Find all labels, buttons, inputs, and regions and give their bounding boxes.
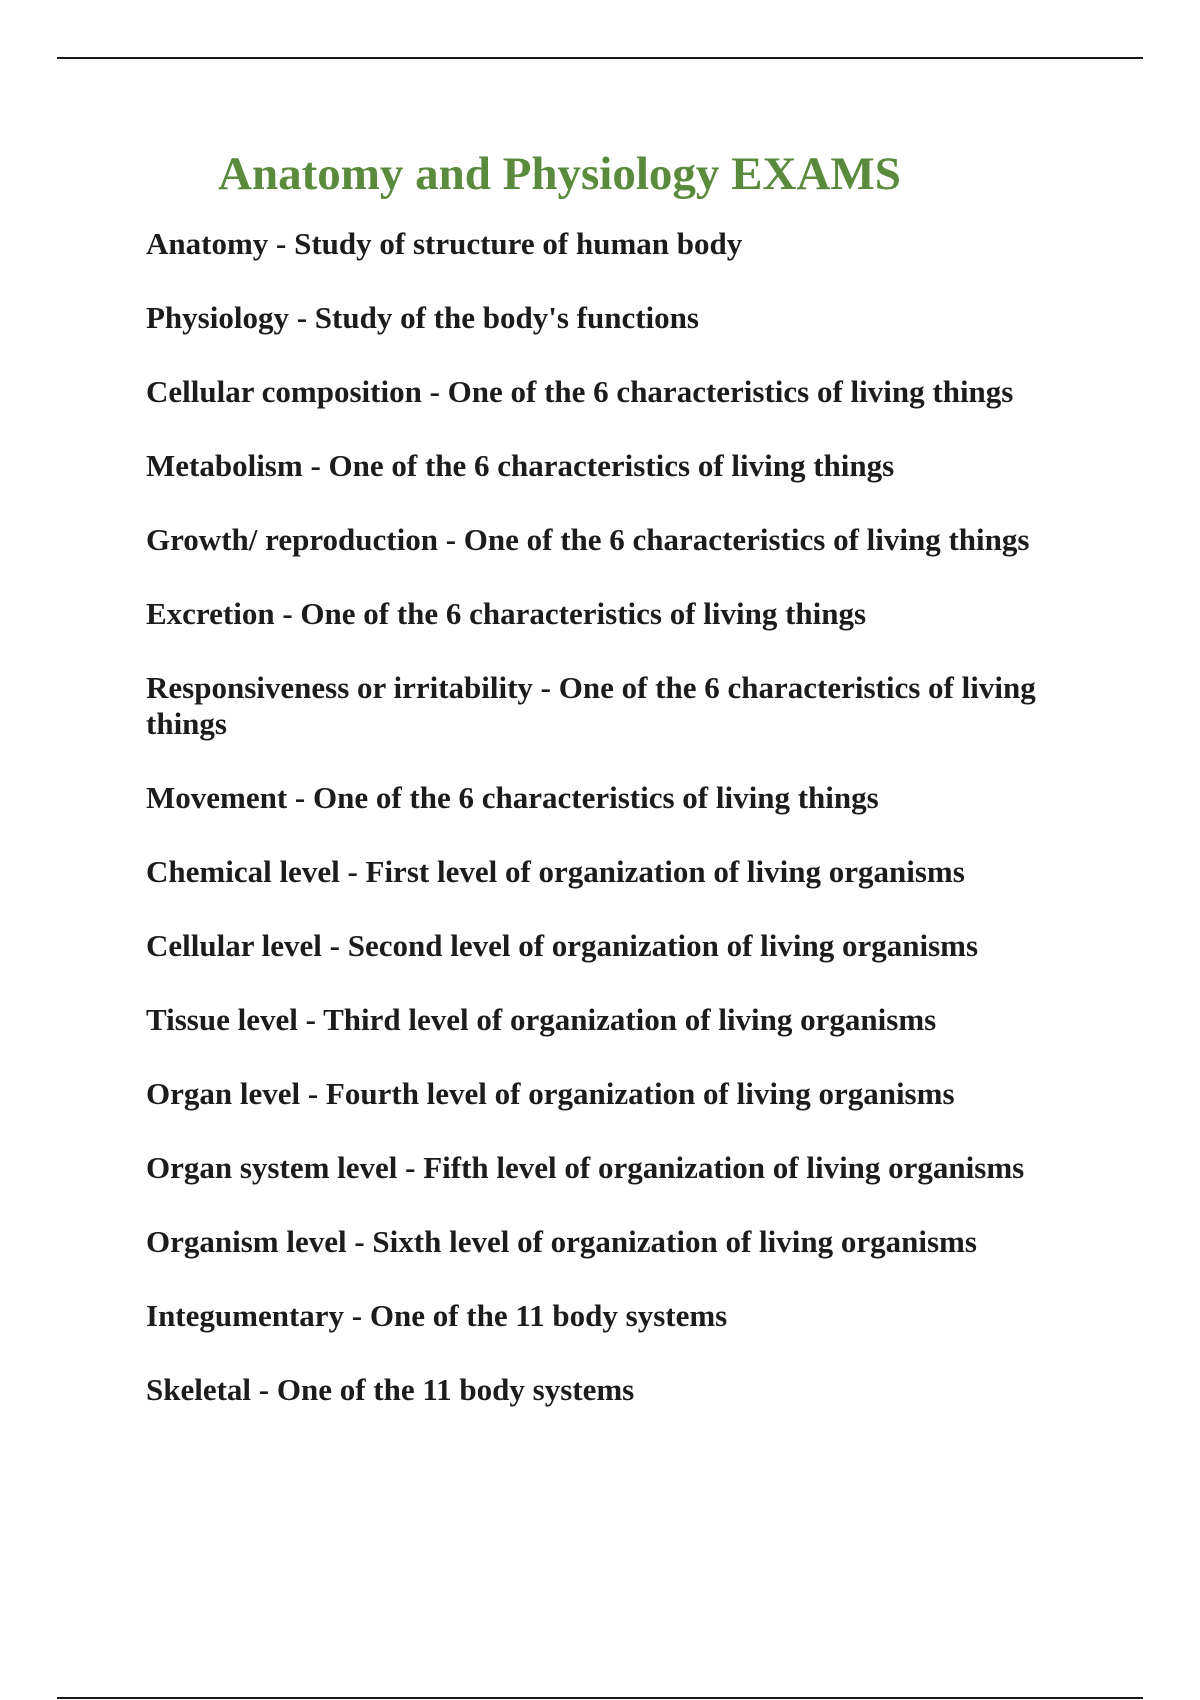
list-item: Movement - One of the 6 characteristics of living things [146,780,879,815]
list-item: Anatomy - Study of structure of human body [146,226,743,261]
list-item: Metabolism - One of the 6 characteristics of living things [146,448,895,483]
list-item: Responsiveness or irritability - One of the 6 characteristics of living things [146,670,1036,741]
list-item: Skeletal - One of the 11 body systems [146,1372,635,1407]
list-item: Organ level - Fourth level of organization of living organisms [146,1076,955,1111]
list-item: Growth/ reproduction - One of the 6 characteristics of living things [146,522,1030,557]
page-title: Anatomy and Physiology EXAMS [218,148,901,200]
list-item: Physiology - Study of the body's functions [146,300,699,335]
list-item: Organ system level - Fifth level of organization of living organisms [146,1150,1025,1185]
term-list [146,226,1096,1446]
list-item: Cellular level - Second level of organization of living organisms [146,928,979,963]
list-item: Excretion - One of the 6 characteristics of living things [146,596,867,631]
list-item: Organism level - Sixth level of organization of living organisms [146,1224,977,1259]
bottom-divider [57,1697,1143,1699]
top-divider [57,57,1143,59]
list-item: Cellular composition - One of the 6 characteristics of living things [146,374,1014,409]
list-item: Chemical level - First level of organization of living organisms [146,854,965,889]
list-item: Integumentary - One of the 11 body systems [146,1298,728,1333]
list-item: Tissue level - Third level of organization of living organisms [146,1002,937,1037]
